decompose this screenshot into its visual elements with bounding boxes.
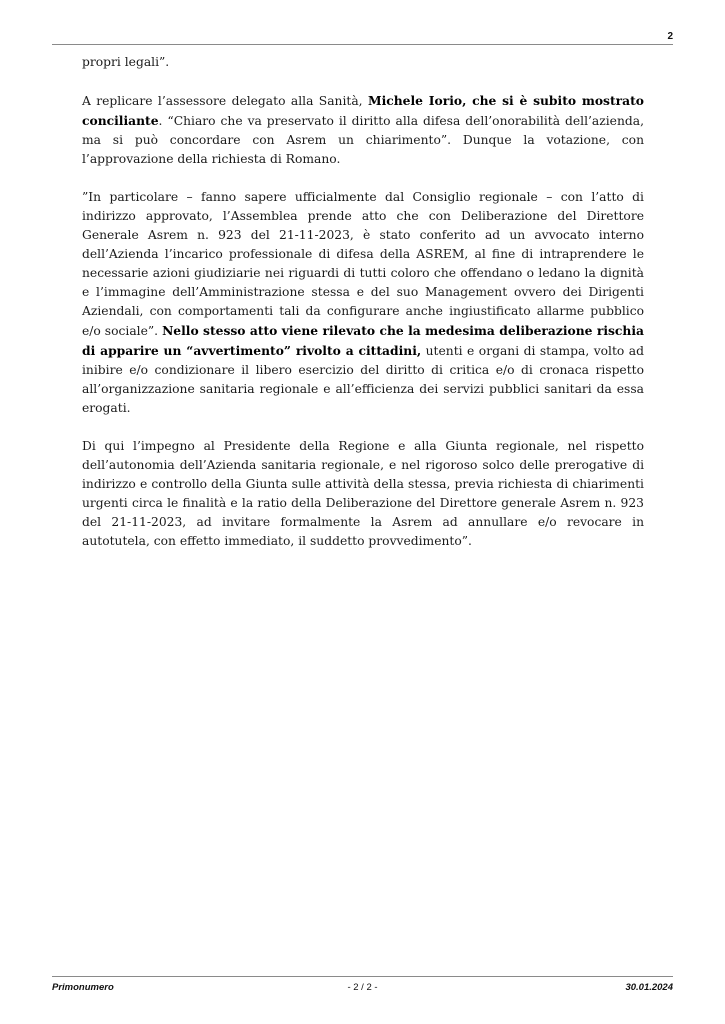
paragraph-4 — [82, 437, 644, 551]
paragraph-1-text: propri legali”. — [82, 55, 170, 69]
paragraph-1 — [82, 53, 644, 72]
footer-publisher: Primonumero — [52, 982, 114, 993]
footer-page-indicator: - 2 / 2 - — [347, 982, 378, 993]
paragraph-3-rest: utenti e organi di stampa, volto ad inibire e/o condizionare il libero esercizio del diritto di critica e/o di cronaca rispetto all’organizzazione sanitaria regionale e all’efficienza dei servizi pubblici sanitari da essa erogati. — [82, 344, 644, 415]
paragraph-2-bold: Michele Iorio, che si è subito mostrato conciliante — [82, 93, 644, 128]
paragraph-3-bold: Nello stesso atto viene rilevato che la medesima deliberazione rischia di apparire un “avvertimento” rivolto a cittadini, — [82, 323, 644, 358]
header-divider — [52, 44, 673, 45]
article-body — [82, 53, 644, 570]
paragraph-2-rest: . “Chiaro che va preservato il diritto alla difesa dell’onorabilità dell’azienda, ma si può concordare con Asrem un chiarimento”. Dunque la votazione, con l’approvazione della richiesta di Romano. — [82, 114, 644, 166]
paragraph-3-intro: ”In particolare – fanno sapere ufficialmente dal Consiglio regionale – con l’atto di indirizzo approvato, l’Assemblea prende atto che con Deliberazione del Direttore Generale Asrem n. 923 del 21-11-2023, è stato conferito ad un avvocato interno dell’Azienda l’incarico professionale di difesa della ASREM, al fine di intraprendere le necessarie azioni giudiziarie nei riguardi di tutti coloro che offendano o ledano la dignità e l’immagine dell’Amministrazione stessa e del suo Management ovvero dei Dirigenti Aziendali, con comportamenti tali da configurare anche ingiustificato allarme pubblico e/o sociale”. — [82, 190, 644, 338]
footer-date: 30.01.2024 — [625, 982, 673, 993]
paragraph-2 — [82, 91, 644, 169]
header-page-number: 2 — [667, 31, 673, 42]
footer-divider — [52, 976, 673, 977]
paragraph-4-text: Di qui l’impegno al Presidente della Regione e alla Giunta regionale, nel rispetto dell’autonomia dell’Azienda sanitaria regionale, e nel rigoroso solco delle prerogative di indirizzo e controllo della Giunta sulle attività della stessa, previa richiesta di chiarimenti urgenti circa le finalità e la ratio della Deliberazione del Direttore generale Asrem n. 923 del 21-11-2023, ad invitare formalmente la Asrem ad annullare e/o revocare in autotutela, con effetto immediato, il suddetto provvedimento”. — [82, 439, 644, 548]
paragraph-3 — [82, 188, 644, 418]
page-footer — [52, 982, 673, 996]
paragraph-2-intro: A replicare l’assessore delegato alla Sanità, — [82, 94, 368, 108]
